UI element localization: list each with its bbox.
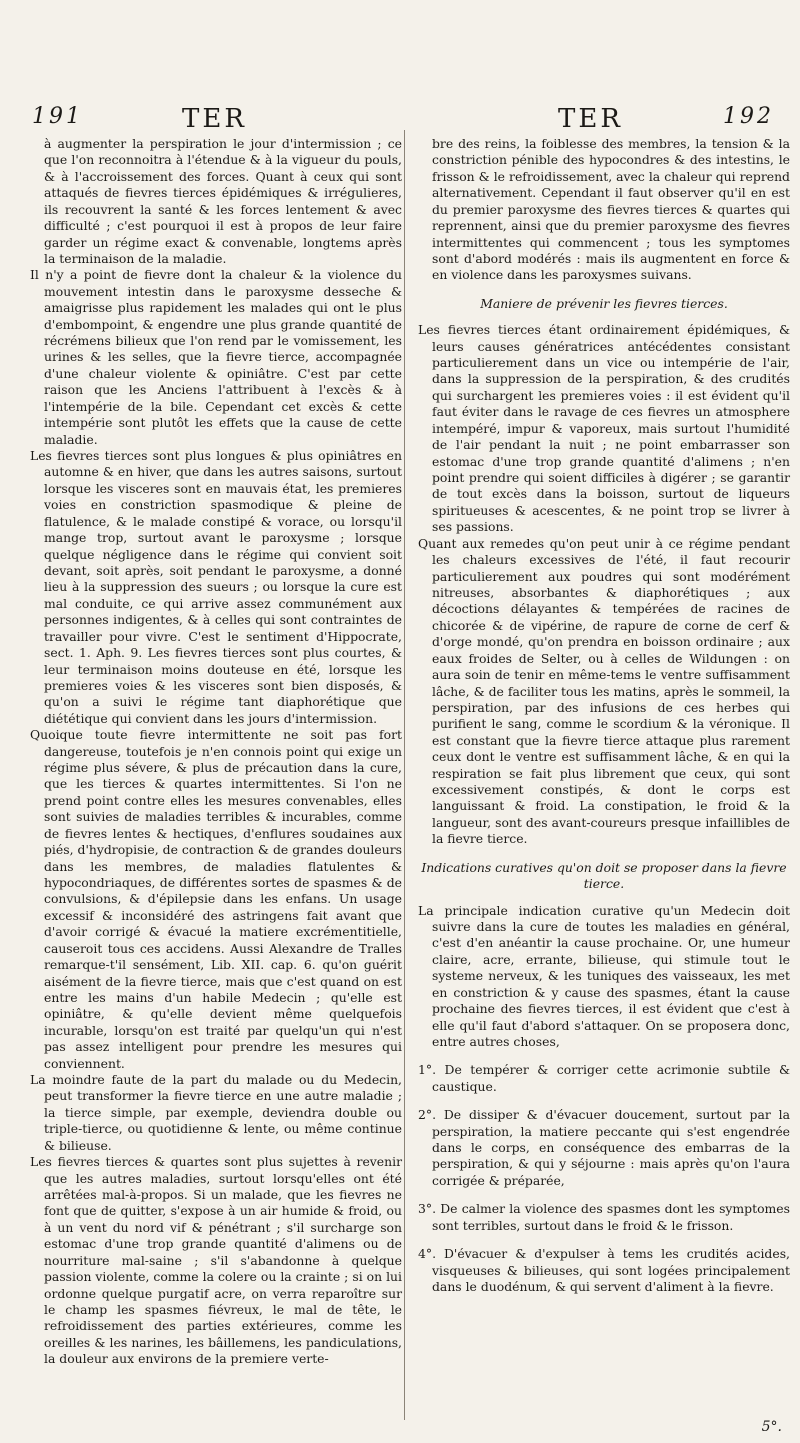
running-head-left: TER — [182, 104, 247, 134]
section-title: Maniere de prévenir les fievres tierces. — [480, 295, 728, 311]
numbered-item: 2°. De dissiper & d'évacuer doucement, surtout par la perspiration, la matiere peccante qui s'est engendrée dans le corps, en conséquence des embarras de la perspiration, & qui y séjourne : mais après qu'on l'aura corrigée & préparée, — [418, 1107, 790, 1188]
paragraph: Quoique toute fievre intermittente ne soit pas fort dangereuse, toutefois je n'en connois point qui exige un régime plus sévere, & plus de précaution dans la cure, que les tierces & quartes intermittentes. Si l'on ne prend point contre elles les mesures convenables, elles sont suivies de maladies terribles & incurables, comme de fievres lentes & hectiques, d'enflures soudaines aux piés, d'hydropisie, de contraction & de grandes douleurs dans les membres, de maladies flatulentes & hypocondriaques, de différentes sortes de spasmes & de convulsions, & d'épilepsie dans les enfans. Un usage excessif & inconsidéré des astringens fait avant que d'avoir corrigé & évacué la matiere excrémentitielle, causeroit tous ces accidens. Aussi Alexandre de Tralles remarque-t'il sensément, Lib. XII. cap. 6. qu'on guérit aisément de la fievre tierce, mais que c'est quand on est entre les mains d'un habile Medecin ; qu'elle est opiniâtre, & qu'elle devient même quelquefois incurable, lorsqu'on est traité par quelqu'un qui n'est pas assez intelligent pour prendre les mesures qui conviennent. — [30, 727, 402, 1071]
numbered-item: 1°. De tempérer & corriger cette acrimonie subtile & caustique. — [418, 1062, 790, 1094]
catchword: 5°. — [761, 1419, 782, 1435]
page-number-left: 191 — [32, 104, 83, 129]
paragraph: à augmenter la perspiration le jour d'intermission ; ce que l'on reconnoitra à l'étendue & à la vigueur du pouls, & à l'accroissement des forces. Quant à ceux qui sont attaqués de fievres tierces épidémiques & irrégulieres, ils recouvrent la santé & les forces lentement & avec difficulté ; c'est pourquoi il est à propos de leur faire garder un régime exact & convenable, longtems après la terminaison de la maladie. — [44, 136, 402, 266]
paragraph: Quant aux remedes qu'on peut unir à ce régime pendant les chaleurs excessives de l'été, il faut recourir particulierement aux poudres qui sont modérément nitreuses, absorbantes & diaphorétiques ; aux décoctions délayantes & tempérées de racines de chicorée & de vipérine, de rapure de corne de cerf & d'orge mondé, qu'on prendra en boisson ordinaire ; aux eaux froides de Selter, ou à celles de Wildungen : on aura soin de tenir en même-tems le ventre suffisamment lâche, & de faciliter tous les matins, après le sommeil, la perspiration, par des infusions de ces herbes qui purifient le sang, comme le scordium & la véronique. Il est constant que la fievre tierce attaque plus rarement ceux dont le ventre est suffisamment lâche, & en qui la respiration se fait plus librement que ceux, qui sont excessivement constipés, & dont le corps est languissant & froid. La constipation, le froid & la langueur, sont des avant-coureurs presque infaillibles de la fievre tierce. — [418, 535, 790, 847]
paragraph: La moindre faute de la part du malade ou du Medecin, peut transformer la fievre tierce en une autre maladie ; la tierce simple, par exemple, deviendra double ou triple-tierce, ou quotidienne & lente, ou même continue & bilieuse. — [30, 1072, 402, 1153]
paragraph: La principale indication curative qu'un Medecin doit suivre dans la cure de toutes les maladies en général, c'est d'en anéantir la cause prochaine. Or, une humeur claire, acre, errante, bilieuse, qui stimule tout le systeme nerveux, & les tuniques des vaisseaux, les met en constriction & y cause des spasmes, étant la cause prochaine des fievres tierces, il est évident que c'est à elle qu'il faut d'abord s'attaquer. On se proposera donc, entre autres choses, — [418, 902, 790, 1049]
right-column — [418, 136, 790, 1295]
page-number-right: 192 — [723, 104, 774, 129]
numbered-item: 3°. De calmer la violence des spasmes dont les symptomes sont terribles, surtout dans le froid & le frisson. — [418, 1201, 790, 1233]
paragraph: Les fievres tierces sont plus longues & plus opiniâtres en automne & en hiver, que dans les autres saisons, surtout lorsque les visceres sont en mauvais état, les premieres voies en constriction spasmodique & pleine de flatulence, & le malade constipé & vorace, ou lorsqu'il mange trop, surtout avant le paroxysme ; lorsque quelque négligence dans le régime qui convient soit devant, soit après, soit pendant le paroxysme, a donné lieu à la suppression des sueurs ; ou lorsque la cure est mal conduite, ce qui arrive assez communément aux personnes indigentes, & à celles qui sont contraintes de travailler pour vivre. C'est le sentiment d'Hippocrate, sect. 1. Aph. 9. Les fievres tierces sont plus courtes, & leur terminaison moins douteuse en été, lorsque les premieres voies & les visceres sont bien disposés, & qu'on a suivi le régime tant diaphorétique que diététique qui convient dans les jours d'intermission. — [30, 448, 402, 726]
running-head-right: TER — [558, 104, 623, 134]
left-column — [30, 136, 402, 1368]
section-title: Indications curatives qu'on doit se proposer dans la fievre tierce. — [421, 859, 787, 892]
paragraph: Il n'y a point de fievre dont la chaleur & la violence du mouvement intestin dans le paroxysme desseche & amaigrisse plus rapidement les malades qui ont le plus d'embompoint, & engendre une plus grande quantité de récrémens bilieux que l'on rend par le vomissement, les urines & les selles, que la fievre tierce, accompagnée d'une chaleur violente & opiniâtre. C'est par cette raison que les Anciens l'attribuent à l'excès & à l'intempérie de la bile. Cependant cet excès & cette intempérie sont plutôt les effets que la cause de cette maladie. — [30, 267, 402, 447]
paragraph: Les fievres tierces étant ordinairement épidémiques, & leurs causes génératrices antécédentes consistant particulierement dans un vice ou intempérie de l'air, dans la suppression de la perspiration, & des crudités qui surchargent les premieres voies : il est évident qu'il faut éviter dans le ravage de ces fievres un atmosphere intempéré, impur & vaporeux, mais surtout l'humidité de l'air pendant la nuit ; ne point embarrasser son estomac d'une trop grande quantité d'alimens ; n'en point prendre qui soient difficiles à digérer ; se garantir de tout excès dans la boisson, surtout de liqueurs spiritueuses & acescentes, & ne point trop se livrer à ses passions. — [418, 322, 790, 535]
numbered-item: 4°. D'évacuer & d'expulser à tems les crudités acides, visqueuses & bilieuses, qui sont logées principalement dans le duodénum, & qui servent d'aliment à la fievre. — [418, 1246, 790, 1294]
paragraph: bre des reins, la foiblesse des membres, la tension & la constriction pénible des hypocondres & des intestins, le frisson & le refroidissement, avec la chaleur qui reprend alternativement. Cependant il faut observer qu'il en est du premier paroxysme des fievres tierces & quartes qui reprennent, ainsi que du premier paroxysme des fievres intermittentes qui commencent ; tous les symptomes sont d'abord modérés : mais ils augmentent en force & en violence dans les paroxysmes suivans. — [432, 136, 790, 283]
column-rule — [404, 130, 405, 1420]
paragraph: Les fievres tierces & quartes sont plus sujettes à revenir que les autres maladies, surtout lorsqu'elles ont été arrêtées mal-à-propos. Si un malade, que les fievres ne font que de quitter, s'expose à un air humide & froid, ou à un vent du nord vif & pénétrant ; s'il surcharge son estomac d'une trop grande quantité d'alimens ou de nourriture mal-saine ; s'il s'abandonne à quelque passion violente, comme la colere ou la crainte ; si on lui ordonne quelque purgatif acre, on verra reparoître sur le champ les spasmes fiévreux, le mal de tête, le refroidissement des parties extérieures, comme les oreilles & les narines, les bâillemens, les pandiculations, la douleur aux environs de la premiere verte- — [30, 1154, 402, 1367]
